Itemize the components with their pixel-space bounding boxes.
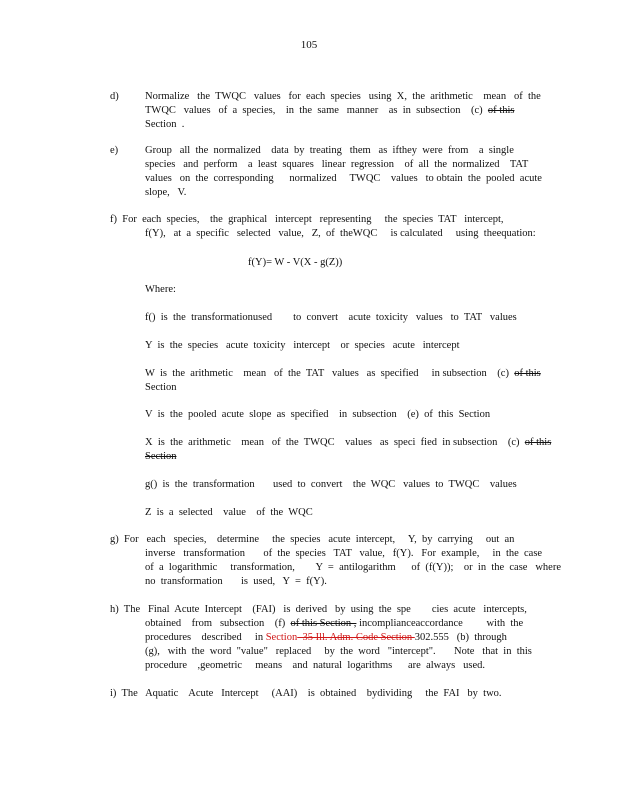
text-line: slope, V.	[145, 187, 187, 198]
item-h-text: obtained from subsection (f) of this Section , incomplianceaccordance with the procedures described in Section 35 Ill. Adm. Code Section 302.555 (b) through (g), with the word "value" replaced by the word "intercept". Note that in this procedure ,geometric means and natural logarithms are always used.	[145, 618, 532, 671]
item-i-line1: i) The Aquatic Acute Intercept (AAI) is obtained bydividing the FAI by two.	[110, 688, 502, 699]
item-e-label: e)	[110, 145, 119, 156]
page-number: 105	[300, 39, 318, 51]
text-line: TWQC values of a species, in the same manner as in subsection (c) of this	[145, 105, 515, 116]
text-line: Group all the normalized data by treating them as ifthey were from a single	[145, 145, 514, 156]
item-f-line1: f) For each species, the graphical intercept representing the species TAT intercept,	[110, 214, 504, 225]
struck-text: Section	[145, 451, 177, 462]
definition-g: g() is the transformation used to convert the WQC values to TWQC values	[145, 479, 517, 490]
item-e-text	[145, 144, 542, 200]
definition-y: Y is the species acute toxicity intercept or species acute intercept	[145, 340, 460, 351]
struck-text: of this	[487, 105, 515, 116]
text-line: Section .	[145, 119, 185, 130]
definition-w: W is the arithmetic mean of the TAT values as specified in subsection (c) of this Section	[145, 368, 541, 393]
definition-f: f() is the transformationused to convert acute toxicity values to TAT values	[145, 312, 517, 323]
text-line: values on the corresponding normalized TWQC values to obtain the pooled acute	[145, 173, 542, 184]
struck-text: of this Section ,	[290, 618, 357, 629]
struck-text: of this	[514, 368, 541, 379]
definition-z: Z is a selected value of the WQC	[145, 507, 313, 518]
struck-text: 35 Ill. Adm. Code Section	[297, 632, 415, 643]
definition-x: X is the arithmetic mean of the TWQC values as speci fied in subsection (c) of this Section	[145, 437, 552, 462]
where-label: Where:	[145, 284, 176, 295]
item-h-line1: h) The Final Acute Intercept (FAI) is derived by using the spe cies acute intercepts,	[110, 604, 527, 615]
struck-text: of this	[524, 437, 552, 448]
text-line: species and perform a least squares linear regression of all the normalized TAT	[145, 159, 529, 170]
item-g-line1: g) For each species, determine the species acute intercept, Y, by carrying out an	[110, 534, 515, 545]
equation: f(Y)= W - V(X - g(Z))	[248, 257, 343, 268]
item-g-text: inverse transformation of the species TAT value, f(Y). For example, in the case of a logarithmic transformation, Y = antilogarithm of (f(Y)); or in the case where no transformation is used, Y = f(Y).	[145, 548, 561, 587]
item-f-line2: f(Y), at a specific selected value, Z, of theWQC is calculated using theequation:	[145, 228, 536, 239]
inserted-text: Section	[265, 632, 298, 643]
definition-v: V is the pooled acute slope as specified in subsection (e) of this Section	[145, 409, 491, 420]
item-d-text	[145, 90, 541, 132]
text-line: Normalize the TWQC values for each species using X, the arithmetic mean of the	[145, 91, 541, 102]
item-d-label: d)	[110, 91, 119, 102]
